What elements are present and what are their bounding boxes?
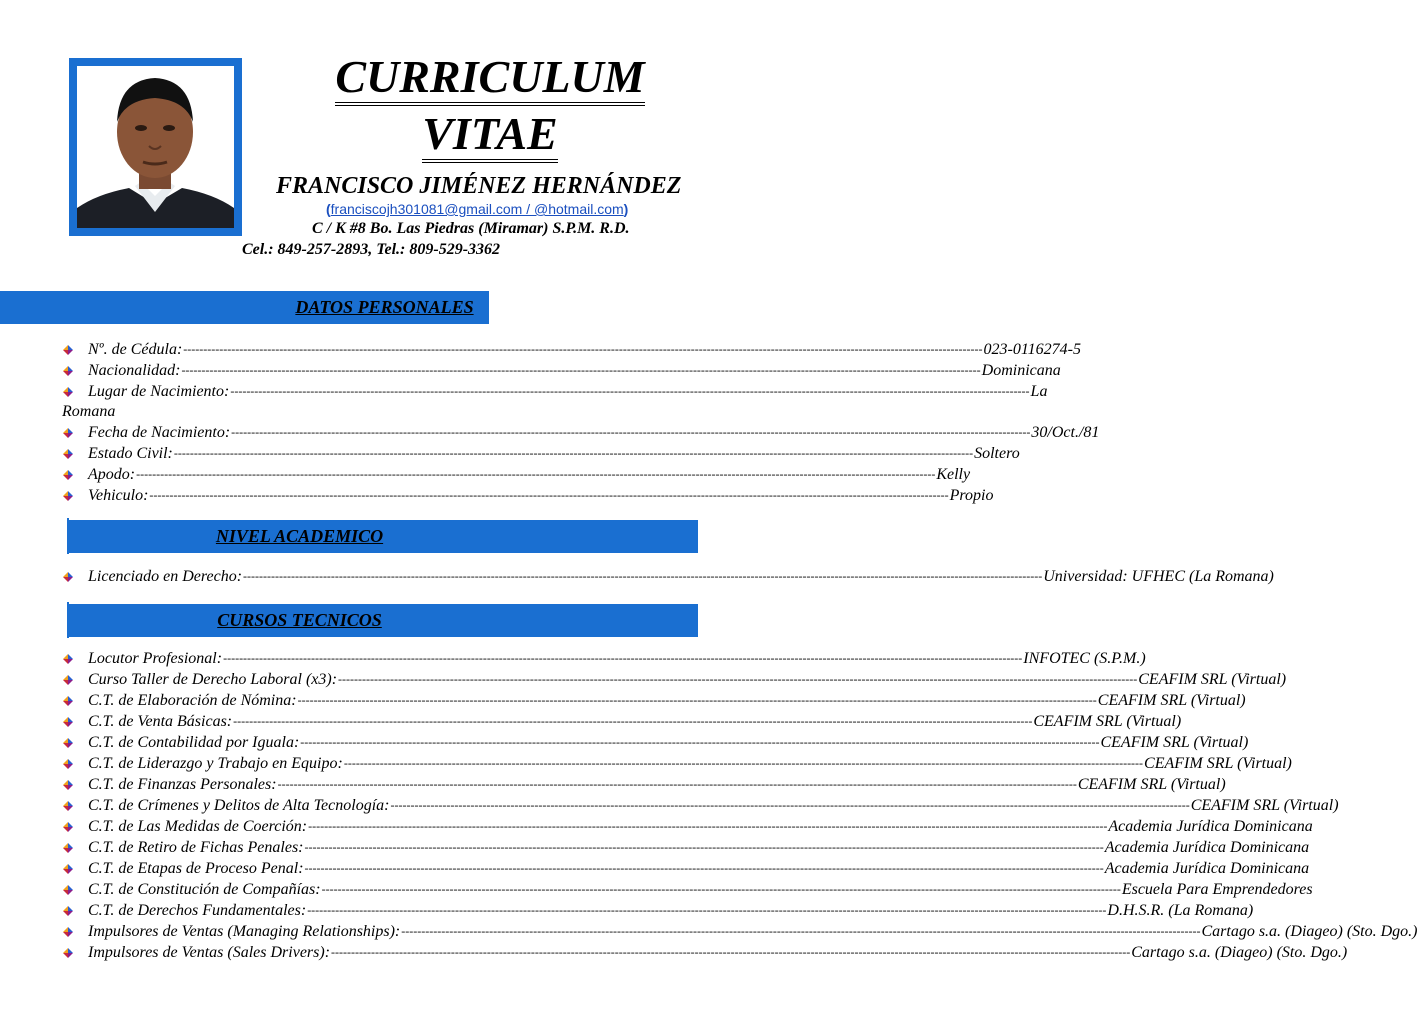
item-label: C.T. de Finanzas Personales: <box>88 776 277 793</box>
arrow-bullet-icon <box>62 427 88 439</box>
list-item <box>62 360 1061 381</box>
item-value-continuation: Romana <box>62 403 116 420</box>
list-item <box>62 942 1348 963</box>
section-title-academic: NIVEL ACADEMICO <box>215 526 384 546</box>
arrow-bullet-icon <box>62 386 88 398</box>
list-item <box>62 648 1146 669</box>
item-label: Nacionalidad: <box>88 362 181 379</box>
leader-dashes: -------------------------------------------------------------------------------------------------------------------------------------------------------------------------------------------------------- <box>136 467 936 481</box>
leader-dashes: -------------------------------------------------------------------------------------------------------------------------------------------------------------------------------------------------------- <box>231 425 1031 439</box>
item-value: Academia Jurídica Dominicana <box>1104 860 1310 877</box>
item-value: CEAFIM SRL (Virtual) <box>1077 776 1226 793</box>
arrow-bullet-icon <box>62 674 88 686</box>
arrow-bullet-icon <box>62 653 88 665</box>
arrow-bullet-icon <box>62 365 88 377</box>
list-item <box>62 732 1249 753</box>
item-value: Escuela Para Emprendedores <box>1121 881 1313 898</box>
item-label: Lugar de Nacimiento: <box>88 383 230 400</box>
bar-tick <box>67 518 69 554</box>
item-value: 023-0116274-5 <box>983 341 1081 358</box>
section-bar-personal <box>0 291 489 324</box>
cv-title-line2: VITAE <box>330 111 650 163</box>
address: C / K #8 Bo. Las Piedras (Miramar) S.P.M. R.D. <box>312 220 630 237</box>
arrow-bullet-icon <box>62 758 88 770</box>
leader-dashes: -------------------------------------------------------------------------------------------------------------------------------------------------------------------------------------------------------- <box>307 903 1107 917</box>
item-label: Curso Taller de Derecho Laboral (x3): <box>88 671 338 688</box>
item-value: Academia Jurídica Dominicana <box>1104 839 1310 856</box>
leader-dashes: -------------------------------------------------------------------------------------------------------------------------------------------------------------------------------------------------------- <box>243 569 1043 583</box>
list-item <box>62 858 1310 879</box>
item-label: C.T. de Elaboración de Nómina: <box>88 692 297 709</box>
leader-dashes: -------------------------------------------------------------------------------------------------------------------------------------------------------------------------------------------------------- <box>277 777 1077 791</box>
leader-dashes: -------------------------------------------------------------------------------------------------------------------------------------------------------------------------------------------------------- <box>304 861 1104 875</box>
leader-dashes: -------------------------------------------------------------------------------------------------------------------------------------------------------------------------------------------------------- <box>223 651 1023 665</box>
list-item <box>62 900 1254 921</box>
arrow-bullet-icon <box>62 947 88 959</box>
section-title-personal: DATOS PERSONALES <box>295 297 474 317</box>
item-label: C.T. de Las Medidas de Coerción: <box>88 818 308 835</box>
arrow-bullet-icon <box>62 800 88 812</box>
item-value: Propio <box>949 487 994 504</box>
item-value: Universidad: UFHEC (La Romana) <box>1043 568 1274 585</box>
arrow-bullet-icon <box>62 821 88 833</box>
personal-list <box>62 339 1100 506</box>
item-value: CEAFIM SRL (Virtual) <box>1097 692 1246 709</box>
list-item <box>62 774 1226 795</box>
list-item <box>62 669 1287 690</box>
item-label: C.T. de Etapas de Proceso Penal: <box>88 860 304 877</box>
leader-dashes: -------------------------------------------------------------------------------------------------------------------------------------------------------------------------------------------------------- <box>300 735 1100 749</box>
email-line <box>326 201 628 217</box>
leader-dashes: -------------------------------------------------------------------------------------------------------------------------------------------------------------------------------------------------------- <box>297 693 1097 707</box>
item-value: CEAFIM SRL (Virtual) <box>1033 713 1182 730</box>
item-value: 30/Oct./81 <box>1031 424 1100 441</box>
item-value: Cartago s.a. (Diageo) (Sto. Dgo.) <box>1131 944 1348 961</box>
list-item <box>62 381 1048 422</box>
item-label: C.T. de Venta Básicas: <box>88 713 233 730</box>
list-item <box>62 816 1313 837</box>
leader-dashes: -------------------------------------------------------------------------------------------------------------------------------------------------------------------------------------------------------- <box>233 714 1033 728</box>
item-value: Soltero <box>974 445 1020 462</box>
item-label: C.T. de Crímenes y Delitos de Alta Tecnología: <box>88 797 390 814</box>
section-bar-academic <box>69 520 698 553</box>
arrow-bullet-icon <box>62 716 88 728</box>
list-item <box>62 566 1274 587</box>
leader-dashes: -------------------------------------------------------------------------------------------------------------------------------------------------------------------------------------------------------- <box>149 488 949 502</box>
item-value: Cartago s.a. (Diageo) (Sto. Dgo.) <box>1201 923 1417 940</box>
item-value: CEAFIM SRL (Virtual) <box>1144 755 1292 772</box>
list-item <box>62 443 1020 464</box>
item-label: C.T. de Contabilidad por Iguala: <box>88 734 300 751</box>
list-item <box>62 690 1246 711</box>
arrow-bullet-icon <box>62 884 88 896</box>
list-item <box>62 711 1182 732</box>
item-label: C.T. de Constitución de Compañías: <box>88 881 321 898</box>
item-value: Kelly <box>936 466 971 483</box>
list-item <box>62 339 1081 360</box>
item-label: Locutor Profesional: <box>88 650 223 667</box>
item-value: Dominicana <box>981 362 1061 379</box>
arrow-bullet-icon <box>62 863 88 875</box>
item-label: C.T. de Liderazgo y Trabajo en Equipo: <box>88 755 343 772</box>
email-link[interactable]: franciscojh301081@gmail.com / @hotmail.com <box>330 201 624 217</box>
item-label: Estado Civil: <box>88 445 173 462</box>
profile-photo <box>77 66 234 228</box>
arrow-bullet-icon <box>62 469 88 481</box>
item-label: C.T. de Derechos Fundamentales: <box>88 902 307 919</box>
section-title-courses: CURSOS TECNICOS <box>217 610 382 630</box>
leader-dashes: -------------------------------------------------------------------------------------------------------------------------------------------------------------------------------------------------------- <box>331 945 1131 959</box>
portrait-image <box>77 66 234 228</box>
list-item <box>62 879 1313 900</box>
item-label: Fecha de Nacimiento: <box>88 424 231 441</box>
item-label: Apodo: <box>88 466 136 483</box>
item-label: Licenciado en Derecho: <box>88 568 243 585</box>
leader-dashes: -------------------------------------------------------------------------------------------------------------------------------------------------------------------------------------------------------- <box>321 882 1121 896</box>
photo-frame <box>69 58 242 236</box>
leader-dashes: -------------------------------------------------------------------------------------------------------------------------------------------------------------------------------------------------------- <box>183 342 983 356</box>
item-label: C.T. de Retiro de Fichas Penales: <box>88 839 304 856</box>
item-value: INFOTEC (S.P.M.) <box>1023 650 1146 667</box>
list-item <box>62 837 1310 858</box>
arrow-bullet-icon <box>62 344 88 356</box>
item-value: Academia Jurídica Dominicana <box>1108 818 1313 835</box>
candidate-name: FRANCISCO JIMÉNEZ HERNÁNDEZ <box>276 173 682 199</box>
arrow-bullet-icon <box>62 571 88 583</box>
bar-tick <box>67 602 69 638</box>
cv-title-line1: CURRICULUM <box>330 54 650 106</box>
item-label: Impulsores de Ventas (Managing Relationships): <box>88 923 401 940</box>
item-value: La <box>1030 383 1048 400</box>
list-item <box>62 422 1100 443</box>
leader-dashes: -------------------------------------------------------------------------------------------------------------------------------------------------------------------------------------------------------- <box>343 756 1144 770</box>
leader-dashes: -------------------------------------------------------------------------------------------------------------------------------------------------------------------------------------------------------- <box>390 798 1190 812</box>
item-label: Nº. de Cédula: <box>88 341 183 358</box>
courses-list <box>62 648 1417 963</box>
leader-dashes: -------------------------------------------------------------------------------------------------------------------------------------------------------------------------------------------------------- <box>181 363 981 377</box>
leader-dashes: -------------------------------------------------------------------------------------------------------------------------------------------------------------------------------------------------------- <box>230 384 1030 398</box>
arrow-bullet-icon <box>62 779 88 791</box>
list-item <box>62 921 1417 942</box>
leader-dashes: -------------------------------------------------------------------------------------------------------------------------------------------------------------------------------------------------------- <box>401 924 1201 938</box>
academic-list <box>62 566 1274 587</box>
leader-dashes: -------------------------------------------------------------------------------------------------------------------------------------------------------------------------------------------------------- <box>338 672 1138 686</box>
leader-dashes: -------------------------------------------------------------------------------------------------------------------------------------------------------------------------------------------------------- <box>308 819 1108 833</box>
arrow-bullet-icon <box>62 842 88 854</box>
list-item <box>62 795 1339 816</box>
item-label: Impulsores de Ventas (Sales Drivers): <box>88 944 331 961</box>
arrow-bullet-icon <box>62 737 88 749</box>
arrow-bullet-icon <box>62 905 88 917</box>
leader-dashes: -------------------------------------------------------------------------------------------------------------------------------------------------------------------------------------------------------- <box>304 840 1104 854</box>
item-value: CEAFIM SRL (Virtual) <box>1138 671 1287 688</box>
arrow-bullet-icon <box>62 448 88 460</box>
arrow-bullet-icon <box>62 695 88 707</box>
leader-dashes: -------------------------------------------------------------------------------------------------------------------------------------------------------------------------------------------------------- <box>173 446 974 460</box>
email-open-paren: ( <box>326 201 331 217</box>
list-item <box>62 753 1292 774</box>
phone-numbers: Cel.: 849-257-2893, Tel.: 809-529-3362 <box>242 241 501 258</box>
arrow-bullet-icon <box>62 490 88 502</box>
list-item <box>62 464 971 485</box>
item-value: CEAFIM SRL (Virtual) <box>1190 797 1339 814</box>
section-bar-courses <box>69 604 698 637</box>
arrow-bullet-icon <box>62 926 88 938</box>
list-item <box>62 485 994 506</box>
item-label: Vehiculo: <box>88 487 149 504</box>
item-value: D.H.S.R. (La Romana) <box>1107 902 1254 919</box>
email-close-paren: ) <box>623 201 629 217</box>
item-value: CEAFIM SRL (Virtual) <box>1100 734 1249 751</box>
